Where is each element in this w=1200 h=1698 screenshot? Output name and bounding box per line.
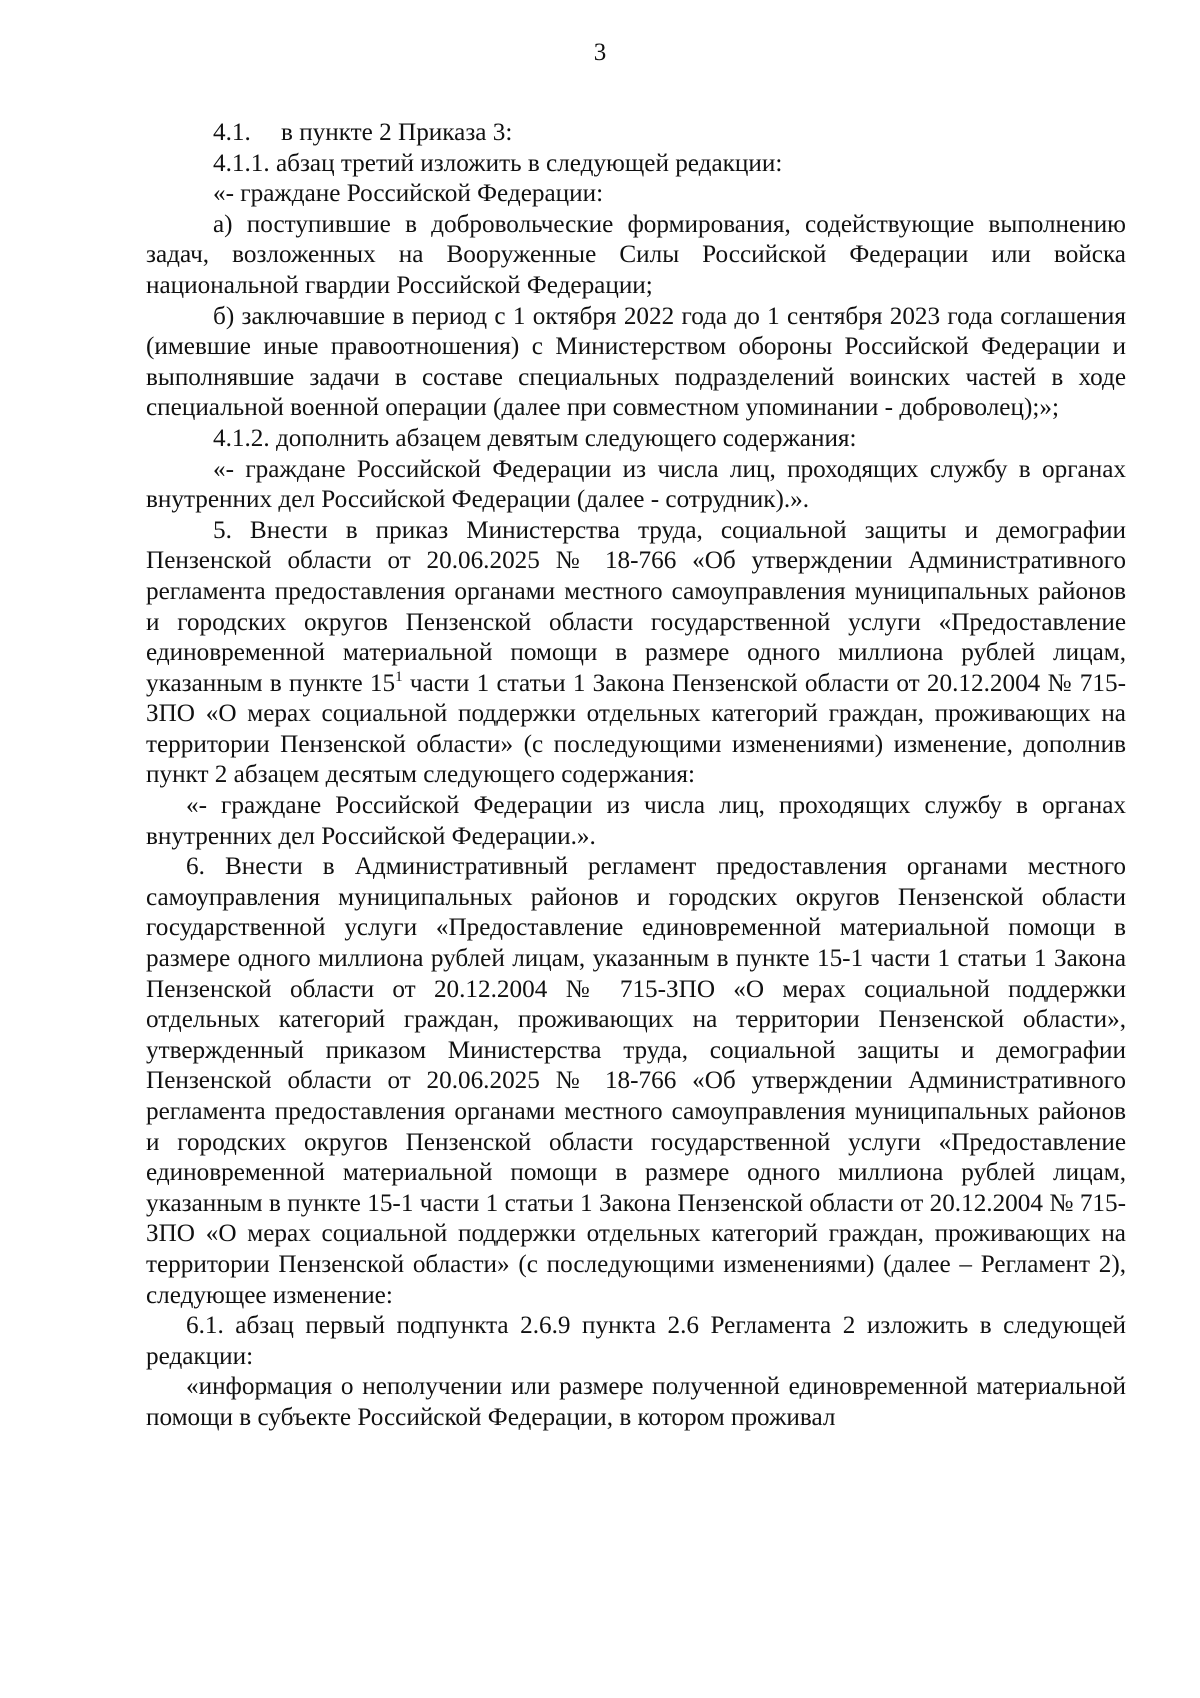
paragraph-5 — [146, 516, 1126, 791]
paragraph-4-1-2: 4.1.2. дополнить абзацем девятым следующего содержания: — [213, 424, 857, 452]
paragraph-5-superscript: 1 — [395, 668, 403, 685]
paragraph-5-text-end: части 1 статьи 1 Закона Пензенской области от 20.12.2004 № 715-ЗПО «О мерах социальной поддержки отдельных категорий граждан, проживающих на территории Пензенской области» (с последующими изменениями) изменение, дополнив пункт 2 абзацем десятым следующего содержания: — [146, 669, 1126, 789]
paragraph-item-a: а) поступившие в добровольческие формирования, содействующие выполнению задач, возложенных на Вооруженные Силы Российской Федерации или войска национальной гвардии Российской Федерации; — [146, 210, 1126, 299]
paragraph-4-1-number: 4.1. — [213, 119, 251, 146]
paragraph-citizens-heading: «- граждане Российской Федерации: — [213, 180, 604, 208]
paragraph-4-1 — [146, 118, 1126, 149]
paragraph-employee-quote: «- граждане Российской Федерации из числа лиц, проходящих службу в органах внутренних дел Российской Федерации (далее - сотрудник).». — [146, 455, 1126, 514]
document-body — [146, 118, 1126, 1434]
paragraph-6-1: 6.1. абзац первый подпункта 2.6.9 пункта 2.6 Регламента 2 изложить в следующей редакции: — [146, 1312, 1126, 1370]
paragraph-6-1-quote: «информация о неполучении или размере полученной единовременной материальной помощи в субъекте Российской Федерации, в котором проживал — [146, 1373, 1126, 1431]
paragraph-4-1-1: 4.1.1. абзац третий изложить в следующей редакции: — [213, 149, 783, 177]
page-number: 3 — [593, 39, 607, 66]
paragraph-5-text-start: 5. Внести в приказ Министерства труда, социальной защиты и демографии Пензенской области от 20.06.2025 № 18-766 «Об утверждении Административного регламента предоставления органами местного самоуправления муниципальных районов и городских округов Пензенской области государственной услуги «Предоставление единовременной материальной помощи в размере одного миллиона рублей лицам, указанным в пункте 15 — [146, 516, 1126, 697]
paragraph-5-quote: «- граждане Российской Федерации из числа лиц, проходящих службу в органах внутренних дел Российской Федерации.». — [146, 792, 1126, 850]
paragraph-item-b: б) заключавшие в период с 1 октября 2022 года до 1 сентября 2023 года соглашения (имевшие иные правоотношения) с Министерством обороны Российской Федерации и выполнявшие задачи в составе специальных подразделений воинских частей в ходе специальной военной операции (далее при совместном упоминании - доброволец);»; — [146, 302, 1126, 422]
paragraph-6: 6. Внести в Административный регламент предоставления органами местного самоуправления муниципальных районов и городских округов Пензенской области государственной услуги «Предоставление единовременной материальной помощи в размере одного миллиона рублей лицам, указанным в пункте 15-1 части 1 статьи 1 Закона Пензенской области от 20.12.2004 № 715-ЗПО «О мерах социальной поддержки отдельных категорий граждан, проживающих на территории Пензенской области», утвержденный приказом Министерства труда, социальной защиты и демографии Пензенской области от 20.06.2025 № 18-766 «Об утверждении Административного регламента предоставления органами местного самоуправления муниципальных районов и городских округов Пензенской области государственной услуги «Предоставление единовременной материальной помощи в размере одного миллиона рублей лицам, указанным в пункте 15-1 части 1 статьи 1 Закона Пензенской области от 20.12.2004 № 715-ЗПО «О мерах социальной поддержки отдельных категорий граждан, проживающих на территории Пензенской области» (с последующими изменениями) (далее – Регламент 2), следующее изменение: — [146, 853, 1126, 1309]
paragraph-4-1-text: в пункте 2 Приказа 3: — [281, 119, 513, 146]
